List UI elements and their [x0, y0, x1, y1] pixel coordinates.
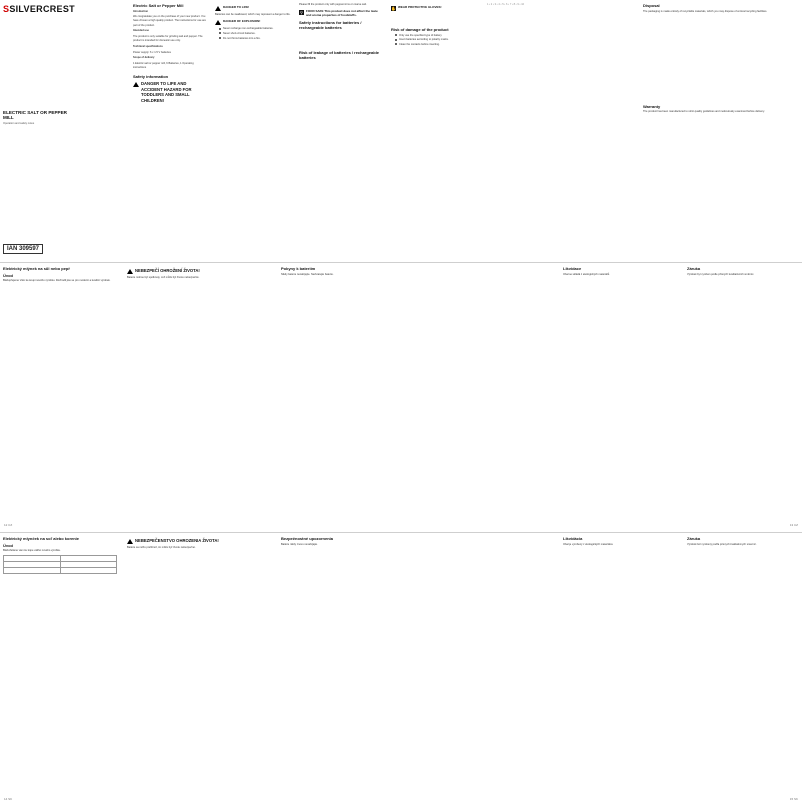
food-safe-text: FOOD SAFE This product does not affect the taste and aroma properties of foodstuffs. [306, 9, 378, 18]
bullet-item: Insert batteries according to polarity marks. [391, 38, 477, 42]
warning-body: Batérie sa môžu prehltnúť, čo môže byť životu nebezpečné. [127, 546, 196, 549]
section-heading: Záruka [687, 266, 701, 271]
column-intro [130, 0, 210, 260]
warning-block [127, 268, 271, 274]
brand-logo: SSILVERCREST [3, 4, 75, 14]
section-heading: Úvod [3, 542, 13, 548]
section-text: Power supply: 6 x 1.5 V batteries [133, 50, 171, 54]
warning-triangle-icon [215, 6, 221, 11]
section-text: 1 Electric salt or pepper mill, 6 Batteries, 1 Operating instructions [133, 62, 194, 70]
page-number: 15 SK [789, 797, 798, 801]
section-heading: Úvod [3, 272, 13, 278]
section-text: Výrobek byl vyroben podle přísných kvalitativních směrnic. [687, 272, 755, 276]
ian-number: IAN 309597 [3, 244, 43, 254]
section-title: Technical specifications [133, 44, 163, 48]
page-number: 14 SK [4, 797, 13, 801]
safety-heading: Safety information [133, 74, 169, 80]
gloves-icon: ✋ [391, 6, 396, 11]
warning-block [215, 19, 291, 25]
food-safe-block [299, 9, 383, 17]
page-row-3 [0, 532, 802, 803]
section-text: Obal je vyrobený z ekologických materiálov. [563, 542, 614, 546]
warning-body: Baterie mohou být spolknuty, což může být životu nebezpečné. [127, 276, 200, 279]
bullet-dot-icon [395, 43, 397, 45]
warning-body: Batteries can be swallowed, which may represent a danger to life. [215, 13, 291, 16]
section-text: We congratulate you on the purchase of your new product. You have chosen a high quality product. The instructions for use are part of the product. [133, 15, 206, 27]
column-disposal [640, 0, 800, 260]
damage-heading: Risk of damage of the product [391, 27, 449, 32]
section-heading: Likvidace [563, 266, 582, 271]
step-text: 1 ▪ 2 ▪ 3 ▪ 4 ▪ 5 ▪ 6 ▪ 7 ▪ 8 ▪ 9 ▪ 10 [487, 3, 525, 6]
bullet-dot-icon [395, 39, 397, 41]
section-text: Blahoželáme vám ku kúpe vášho nového výrobku. [3, 549, 61, 552]
warning-text: NEBEZPEČÍ OHROŽENÍ ŽIVOTA! [135, 268, 200, 273]
warning-block [133, 81, 207, 103]
table-cell [4, 568, 61, 574]
warning-text: NEBEZPEČENSTVO OHROZENIA ŽIVOTA! [135, 538, 219, 543]
bullet-item: Do not throw batteries into a fire. [215, 37, 291, 41]
disposal-heading: Disposal [643, 3, 660, 8]
column-operation [484, 0, 634, 260]
warning-triangle-icon [127, 269, 133, 274]
warning-triangle-icon [127, 539, 133, 544]
food-safe-icon: ⚲ [300, 10, 303, 16]
section-text: Obal se skládá z ekologických materiálů. [563, 272, 610, 276]
specs-table [3, 555, 117, 574]
column-sk-warning [124, 533, 274, 803]
page-number: 12 CZ [4, 523, 13, 527]
bullet-dot-icon [219, 32, 221, 34]
column-gloves [388, 0, 480, 260]
warranty-heading: Warranty [643, 103, 661, 109]
page-row-1 [0, 0, 802, 260]
section-heading: Pokyny k bateriím [281, 266, 316, 271]
column-safety [212, 0, 294, 260]
warning-block [127, 538, 271, 544]
section-heading: Záruka [687, 536, 701, 541]
bullet-dot-icon [219, 37, 221, 39]
page-number: 13 CZ [789, 523, 798, 527]
section-text: Blahopřejeme Vám ke koupi nového výrobku. Rozhodli jste se pro moderní a kvalitní výrobek. [3, 279, 111, 282]
warning-text: DANGER TO LIFE! [223, 5, 250, 9]
warning-text: DANGER TO LIFE AND ACCIDENT HAZARD FOR TODDLERS AND SMALL CHILDREN! [141, 81, 192, 103]
bullet-dot-icon [219, 28, 221, 30]
section-title: Intended use [133, 29, 149, 33]
column-batteries [296, 0, 386, 260]
table-cell [60, 568, 117, 574]
explosion-warning-icon [215, 20, 221, 25]
section-text: Nikdy baterie nenabíjejte. Nezkratujte baterie. [281, 272, 334, 276]
warning-text: DANGER OF EXPLOSION! [223, 19, 261, 24]
bullet-item: Never recharge non-rechargeable batteries. [215, 27, 291, 31]
leakage-heading: Risk of leakage of batteries / rechargeable batteries [299, 49, 380, 60]
column-cz-left [0, 263, 120, 529]
warning-text: WEAR PROTECTIVE GLOVES! [398, 5, 442, 9]
section-text: Batérie nikdy znovu nenabíjajte. [281, 542, 318, 546]
column-cz-batteries [278, 263, 408, 529]
bullet-dot-icon [395, 34, 397, 36]
section-title: Scope of delivery [133, 56, 155, 60]
warning-block [215, 5, 291, 11]
column-cz-disposal [560, 263, 680, 529]
section-text: The product is only suitable for grinding salt and pepper. The product is intended for domestic use only. [133, 35, 203, 43]
column-sk-left [0, 533, 120, 803]
product-subtitle: Operation and safety notes [3, 121, 35, 125]
bullet-item: Only use the specified type of battery. [391, 34, 477, 38]
fill-note: Please fill the product only with peppercorns or coarse salt. [299, 3, 367, 6]
bullet-item: Never short-circuit batteries. [215, 32, 291, 36]
battery-safety-heading: Safety instructions for batteries / rechargeable batteries [299, 19, 362, 30]
column-cz-warning [124, 263, 274, 529]
column-sk-warranty [684, 533, 800, 803]
column-sk-batteries [278, 533, 408, 803]
column-sk-disposal [560, 533, 680, 803]
section-text: Výrobok bol vyrobený podľa prísnych kvalitatívnych smerníc. [687, 542, 757, 546]
cover-page [0, 0, 75, 260]
product-heading: Elektrický mlynček na soľ alebo korenie [3, 536, 80, 541]
product-heading: Elektrický mlýnek na sůl nebo pepř [3, 266, 70, 271]
column-cz-warranty [684, 263, 800, 529]
product-title: ELECTRIC SALT OR PEPPER MILL [3, 110, 67, 121]
warning-triangle-icon [133, 82, 139, 87]
warranty-text: The product has been manufactured to strict quality guidelines and meticulously examined before delivery. [643, 110, 765, 114]
bullet-item: Clean the contacts before inserting. [391, 43, 477, 47]
disposal-text: The packaging is made entirely of recyclable materials, which you may dispose of at local recycling facilities. [643, 9, 768, 13]
section-heading: Electric Salt or Pepper Mill [133, 3, 184, 8]
section-title: Introduction [133, 9, 149, 13]
page-row-2 [0, 262, 802, 529]
section-heading: Bezpečnostné upozornenia [281, 536, 334, 541]
warning-block [391, 5, 477, 11]
section-heading: Likvidácia [563, 536, 583, 541]
